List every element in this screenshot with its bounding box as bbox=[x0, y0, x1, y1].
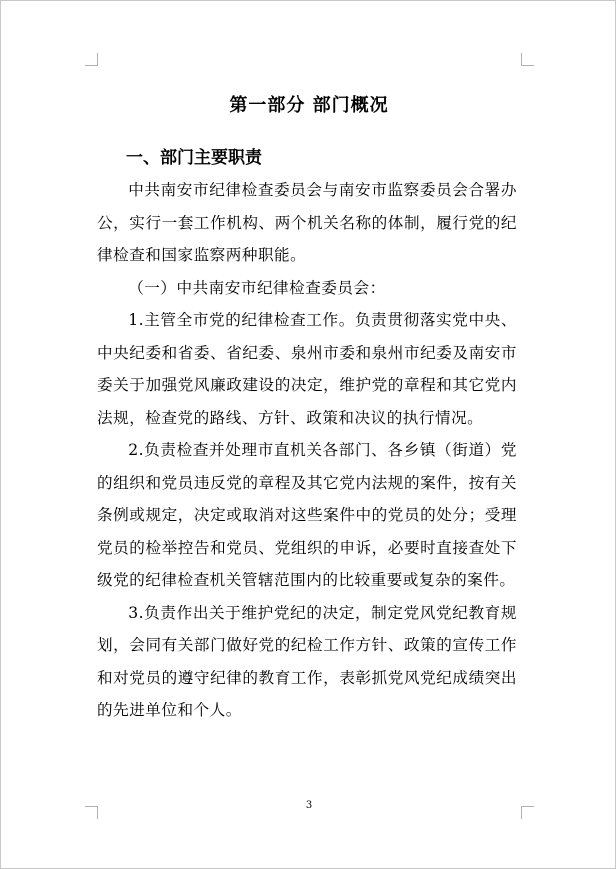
page-title: 第一部分 部门概况 bbox=[229, 95, 389, 116]
paragraph-subheading: （一）中共南安市纪律检查委员会： bbox=[128, 278, 386, 297]
page-number: 3 bbox=[305, 800, 313, 811]
paragraph-item-2: 2.负责检查并处理市直机关各部门、各乡镇（街道）党的组织和党员违反党的章程及其它党内法规的案件，按有关条例或规定，决定或取消对这些案件中的党员的处分；受理党员的检举控告和党员、党组织的申诉，必要时直接查处下级党的纪律检查机关管辖范围内的比较重要或复杂的案件。 bbox=[97, 441, 517, 589]
paragraph-item-3: 3.负责作出关于维护党纪的决定，制定党风党纪教育规划，会同有关部门做好党的纪检工作方针、政策的宣传工作和对党员的遵守纪律的教育工作，表彰抓党风党纪成绩突出的先进单位和个人。 bbox=[97, 603, 517, 719]
document-body bbox=[97, 174, 517, 727]
crop-mark-top-right bbox=[521, 53, 534, 66]
paragraph-intro: 中共南安市纪律检查委员会与南安市监察委员会合署办公，实行一套工作机构、两个机关名称的体制，履行党的纪律检查和国家监察两种职能。 bbox=[97, 181, 517, 264]
crop-mark-top-left bbox=[85, 53, 98, 66]
section-heading: 一、部门主要职责 bbox=[126, 148, 262, 168]
paragraph-item-1: 1.主管全市党的纪律检查工作。负责贯彻落实党中央、中央纪委和省委、省纪委、泉州市委和泉州市纪委及南安市委关于加强党风廉政建设的决定，维护党的章程和其它党内法规，检查党的路线、方针、政策和决议的执行情况。 bbox=[97, 311, 517, 427]
